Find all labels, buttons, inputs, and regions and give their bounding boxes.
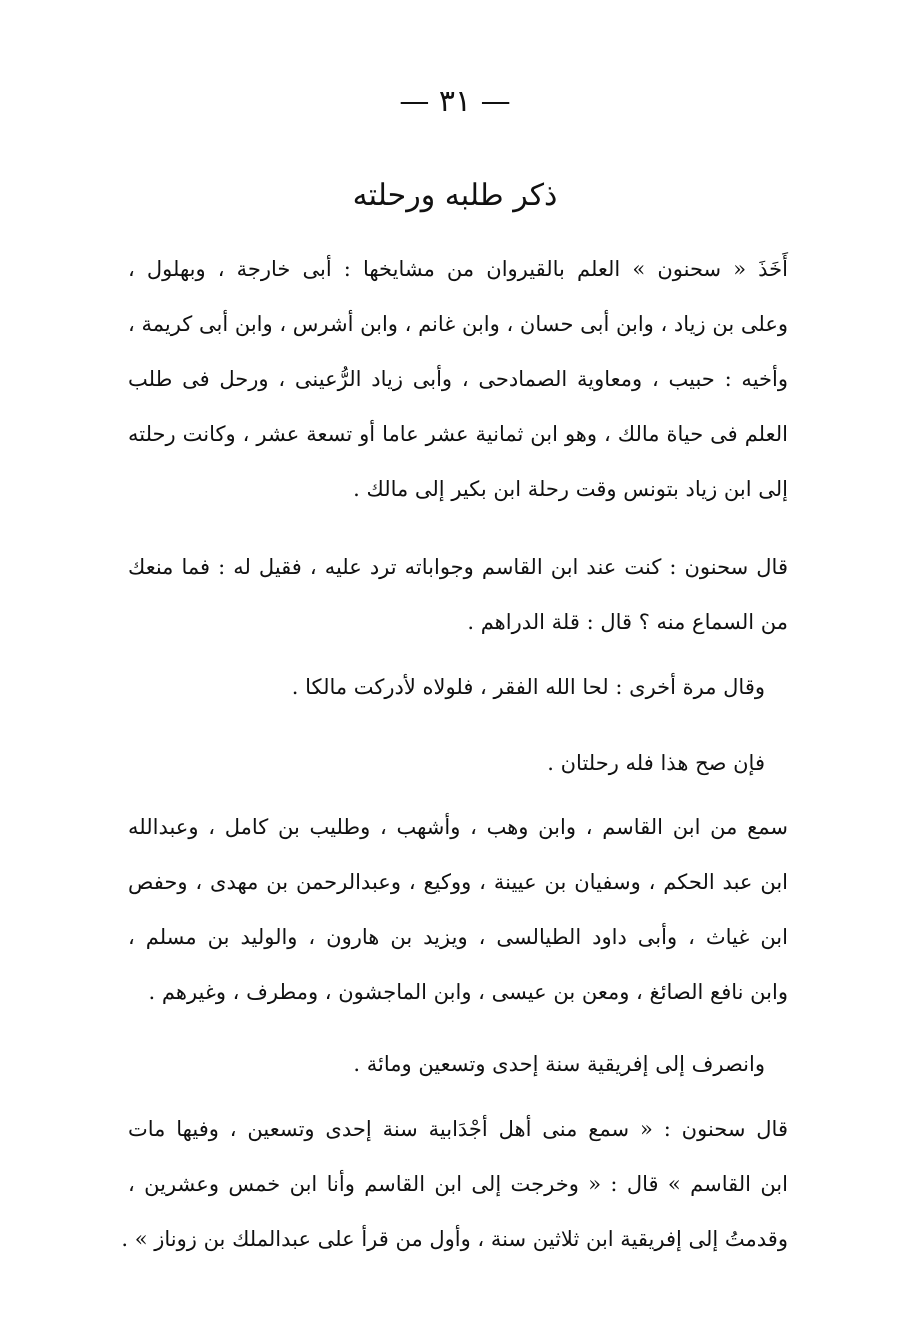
text-line: وقدمتُ إلى إفريقية ابن ثلاثين سنة ، وأول من قرأ على عبدالملك بن زوناز » . [121,1227,788,1251]
text-line: قال سحنون : كنت عند ابن القاسم وجواباته ترد عليه ، فقيل له : فما منعك [128,555,788,579]
chapter-title: ذكر طلبه ورحلته [352,178,558,213]
text-line: وأخيه : حبيب ، ومعاوية الصمادحى ، وأبى زياد الرُّعينى ، ورحل فى طلب [128,367,788,391]
text-line: أَخَذَ « سحنون » العلم بالقيروان من مشايخها : أبى خارجة ، وبهلول ، [128,257,788,281]
text-line: ابن عبد الحكم ، وسفيان بن عيينة ، ووكيع ، وعبدالرحمن بن مهدى ، وحفص [128,870,788,894]
text-line: ابن القاسم » قال : « وخرجت إلى ابن القاسم وأنا ابن خمس وعشرين ، [128,1172,788,1196]
text-line: وابن نافع الصائغ ، ومعن بن عيسى ، وابن الماجشون ، ومطرف ، وغيرهم . [148,980,788,1004]
text-line: فإن صح هذا فله رحلتان . [547,751,765,775]
paragraph-ajdabiya [121,1102,788,1267]
text-line: إلى ابن زياد بتونس وقت رحلة ابن بكير إلى مالك . [353,477,788,501]
paragraph-ibn-alqasim [128,540,788,650]
text-line: قال سحنون : « سمع منى أهل أجْدَابية سنة إحدى وتسعين ، وفيها مات [128,1117,788,1141]
text-line: وانصرف إلى إفريقية سنة إحدى وتسعين ومائة . [353,1052,765,1076]
text-line: وعلى بن زياد ، وابن أبى حسان ، وابن غانم ، وابن أشرس ، وابن أبى كريمة ، [128,312,788,336]
paragraph-two-journeys [165,736,765,791]
paragraph-return [165,1037,765,1092]
text-line: سمع من ابن القاسم ، وابن وهب ، وأشهب ، وطليب بن كامل ، وعبدالله [128,815,788,839]
paragraph-poverty [165,660,765,715]
page-number: — ٣١ — [399,84,511,119]
text-line: وقال مرة أخرى : لحا الله الفقر ، فلولاه لأدركت مالكا . [291,675,765,699]
text-line: العلم فى حياة مالك ، وهو ابن ثمانية عشر عاما أو تسعة عشر ، وكانت رحلته [128,422,788,446]
text-line: من السماع منه ؟ قال : قلة الدراهم . [467,610,788,634]
paragraph-teachers [128,242,788,517]
text-line: ابن غياث ، وأبى داود الطيالسى ، ويزيد بن هارون ، والوليد بن مسلم ، [128,925,788,949]
paragraph-heard-from [128,800,788,1020]
